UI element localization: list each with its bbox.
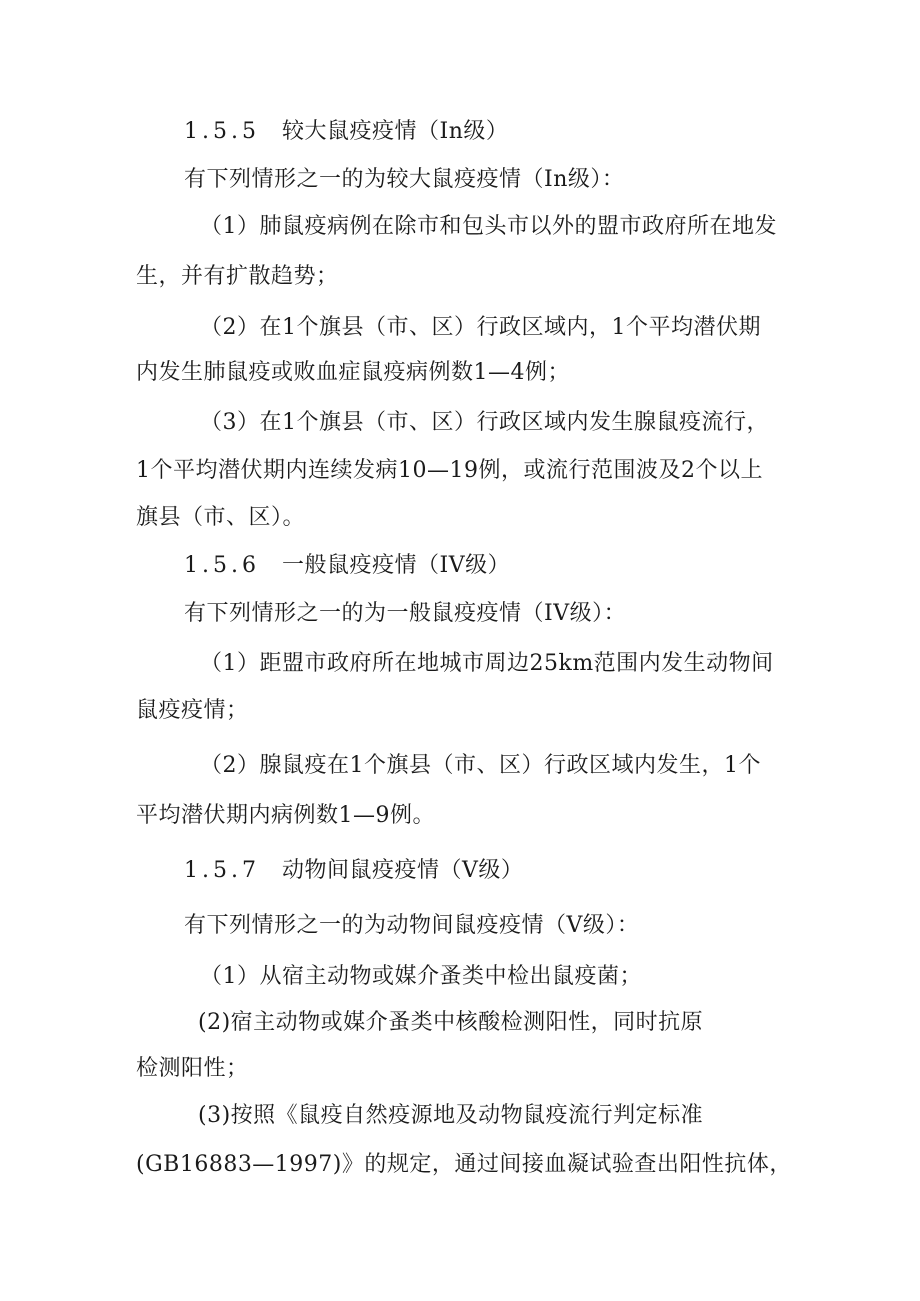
section-title: 动物间鼠疫疫情（V级） [282,858,524,883]
item-line: (GB16883—1997)》的规定，通过间接血凝试验查出阳性抗体， [136,1152,792,1177]
item-line: 1个平均潜伏期内连续发病10—19例，或流行范围波及2个以上 [136,458,763,483]
section-title: 较大鼠疫疫情（In级） [282,119,509,144]
item-line: 旗县（市、区）。 [136,505,306,530]
item-line: (2)宿主动物或媒介蚤类中核酸检测阳性，同时抗原 [198,1010,704,1035]
item-line: 检测阳性； [136,1056,249,1081]
section-number: 1.5.5 [184,119,260,144]
item-line: 内发生肺鼠疫或败血症鼠疫病例数1—4例； [136,360,570,385]
item-line: 鼠疫疫情； [136,698,249,723]
item-line: （2）在1个旗县（市、区）行政区域内，1个平均潜伏期 [200,315,761,340]
section-intro: 有下列情形之一的为一般鼠疫疫情（IV级）： [184,601,627,626]
item-line: （1）从宿主动物或媒介蚤类中检出鼠疫菌； [200,964,642,989]
section-heading [184,551,510,581]
item-line: （2）腺鼠疫在1个旗县（市、区）行政区域内发生，1个 [200,753,761,778]
section-intro: 有下列情形之一的为动物间鼠疫疫情（V级）： [184,913,640,938]
item-line: 生，并有扩散趋势； [136,264,339,289]
item-line: 平均潜伏期内病例数1—9例。 [136,803,435,828]
section-intro: 有下列情形之一的为较大鼠疫疫情（In级）： [184,167,625,192]
section-number: 1.5.7 [184,858,260,883]
item-line: （3）在1个旗县（市、区）行政区域内发生腺鼠疫流行， [200,410,769,435]
section-heading [184,856,523,886]
item-line: (3)按照《鼠疫自然疫源地及动物鼠疫流行判定标准 [198,1103,704,1128]
section-number: 1.5.6 [184,553,260,578]
item-line: （1）距盟市政府所在地城市周边25km范围内发生动物间 [200,651,774,676]
section-title: 一般鼠疫疫情（IV级） [282,553,511,578]
item-line: （1）肺鼠疫病例在除市和包头市以外的盟市政府所在地发 [200,214,777,239]
section-heading [184,117,508,147]
